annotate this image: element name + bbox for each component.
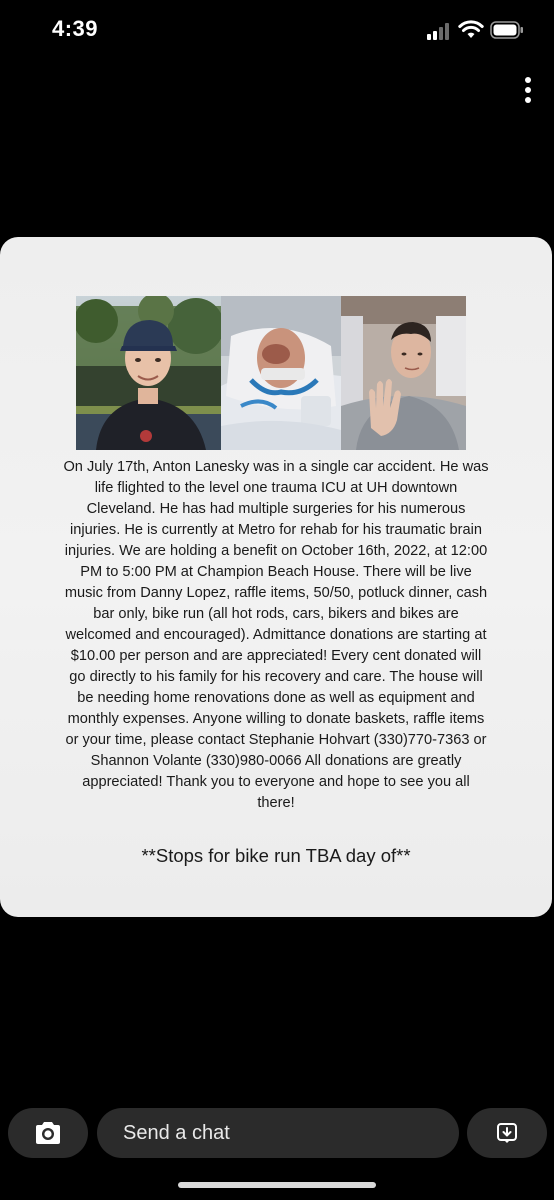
flyer-body-line: appreciated! Thank you to everyone and hope to see you all — [82, 774, 470, 790]
status-time: 4:39 — [52, 16, 99, 41]
flyer-body-line: there! — [257, 795, 295, 811]
flyer-body-line: On July 17th, Anton Lanesky was in a single car accident. He was — [63, 459, 489, 475]
flyer-body-line: or your time, please contact Stephanie Hohvart (330)770-7363 or — [65, 732, 487, 748]
flyer-body-line: Cleveland. He has had multiple surgeries for his numerous — [86, 501, 466, 517]
photo-strip — [76, 296, 466, 450]
status-bar — [0, 0, 554, 60]
flyer-body-line: bar only, bike run (all hot rods, cars, bikers and bikes are — [93, 606, 459, 622]
photo-man-smiling — [76, 296, 221, 450]
flyer-body-line: be needing home renovations done as well as equipment and — [77, 690, 475, 706]
photo-hospital-waving — [341, 296, 466, 450]
camera-button[interactable] — [8, 1108, 88, 1158]
more-vertical-icon[interactable] — [518, 76, 538, 106]
flyer-body-line: Shannon Volante (330)980-0066 All donations are greatly — [90, 753, 462, 769]
flyer-body-line: PM to 5:00 PM at Champion Beach House. There will be live — [80, 564, 472, 580]
battery-icon — [490, 20, 524, 40]
reply-button[interactable] — [467, 1108, 547, 1158]
reply-icon — [495, 1121, 519, 1145]
camera-icon — [33, 1121, 63, 1145]
flyer-image — [0, 237, 552, 917]
flyer-body-line: life flighted to the level one trauma ICU at UH downtown — [94, 480, 458, 496]
signal-icon — [426, 22, 452, 40]
flyer-body-line: welcomed and encouraged). Admittance donations are starting at — [65, 627, 487, 643]
photo-hospital-bed-ventilator — [221, 296, 341, 450]
flyer-body-line: go directly to his family for his recovery and care. The house will — [69, 669, 483, 685]
flyer-body-line: injuries. We are holding a benefit on October 16th, 2022, at 12:00 — [64, 543, 488, 559]
flyer-body-text — [50, 457, 502, 814]
flyer-body-line: injuries. He is currently at Metro for rehab for his traumatic brain — [69, 522, 483, 538]
chat-input[interactable] — [97, 1108, 459, 1158]
home-indicator — [178, 1182, 376, 1188]
chat-input-placeholder: Send a chat — [123, 1121, 230, 1144]
flyer-body-line: $10.00 per person and are appreciated! Every cent donated will — [70, 648, 482, 664]
flyer-body-line: monthly expenses. Anyone willing to donate baskets, raffle items — [67, 711, 485, 727]
wifi-icon — [458, 20, 484, 40]
flyer-footer-note: **Stops for bike run TBA day of** — [141, 845, 411, 866]
flyer-body-line: music from Danny Lopez, raffle items, 50/50, potluck dinner, cash — [64, 585, 488, 601]
